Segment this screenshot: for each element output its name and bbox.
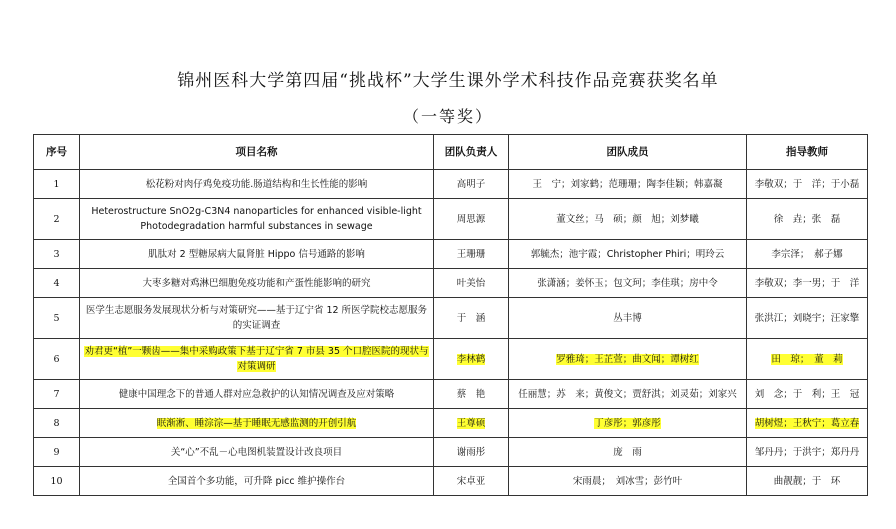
cell-members: [509, 380, 747, 409]
table-row: [34, 409, 868, 438]
cell-project-text: 关“心”不乱－心电图机装置设计改良项目: [170, 446, 343, 458]
cell-project-text: 大枣多糖对鸡淋巴细胞免疫功能和产蛋性能影响的研究: [142, 277, 371, 289]
table-row: [34, 269, 868, 298]
award-table: [33, 134, 868, 496]
cell-leader-text: 叶美怡: [456, 277, 486, 289]
cell-members-text: 任丽慧；苏 来；黄俊文；贾舒淇；刘灵茹；刘家兴: [518, 388, 737, 400]
cell-advisors-text: 李敬双；于 洋；于小磊: [754, 178, 860, 190]
cell-seq: [34, 339, 80, 380]
cell-seq: [34, 298, 80, 339]
cell-advisors-text: 胡树煜；王秋宁；葛立春: [754, 417, 860, 429]
cell-members: [509, 409, 747, 438]
cell-project-text: 医学生志愿服务发展现状分析与对策研究——基于辽宁省 12 所医学院校志愿服务的实证调查: [85, 305, 428, 331]
cell-leader-text: 周思源: [456, 213, 486, 225]
cell-leader-text: 王珊珊: [456, 248, 486, 260]
cell-leader: [434, 199, 509, 240]
cell-members: [509, 240, 747, 269]
cell-members-text: 宋雨晨； 刘冰雪；彭竹叶: [572, 475, 683, 487]
cell-advisors-text: 田 琼； 董 莉: [771, 353, 843, 365]
cell-members-text: 丁彦彤；郭彦彤: [594, 417, 661, 429]
cell-leader-text: 高明子: [456, 178, 486, 190]
cell-seq-text: 1: [53, 178, 60, 190]
cell-leader-text: 蔡 艳: [456, 388, 486, 400]
award-level: （一等奖）: [402, 107, 493, 126]
cell-advisors-text: 曲靓靓；于 环: [773, 475, 841, 487]
cell-members: [509, 199, 747, 240]
page-title: 锦州医科大学第四届“挑战杯”大学生课外学术科技作品竞赛获奖名单: [177, 71, 719, 91]
cell-leader: [434, 170, 509, 199]
cell-members-text: 王 宁；刘家鹤；范珊珊；陶李佳颖；韩嘉凝: [532, 178, 723, 190]
cell-seq: [34, 170, 80, 199]
header-leader: 团队负责人: [434, 135, 509, 170]
cell-advisors: [747, 199, 868, 240]
cell-seq-text: 7: [53, 388, 60, 400]
cell-seq-text: 8: [53, 417, 60, 429]
cell-project-text: 肌肽对 2 型糖尿病大鼠肾脏 Hippo 信号通路的影响: [148, 248, 365, 260]
cell-leader: [434, 467, 509, 496]
cell-advisors-text: 邹丹丹；于洪宇；郑丹丹: [754, 446, 860, 458]
cell-project: [80, 199, 434, 240]
cell-leader-text: 于 涵: [456, 312, 486, 324]
cell-seq-text: 10: [50, 475, 63, 487]
cell-project: [80, 298, 434, 339]
cell-members-text: 郭毓杰；池宇霞；Christopher Phiri；明玲云: [530, 248, 725, 260]
cell-members: [509, 269, 747, 298]
cell-members: [509, 467, 747, 496]
cell-seq: [34, 467, 80, 496]
cell-project-text: Heterostructure SnO2g-C3N4 nanoparticles for enhanced visible-light Photodegradation harmful substances in sewage: [91, 206, 422, 232]
cell-members: [509, 339, 747, 380]
cell-advisors: [747, 170, 868, 199]
cell-members: [509, 298, 747, 339]
cell-seq-text: 5: [53, 312, 60, 324]
cell-leader: [434, 269, 509, 298]
cell-members-text: 罗雅琦；王芷萱；曲文闻；谭树红: [556, 353, 699, 365]
cell-project: [80, 170, 434, 199]
table-row: [34, 380, 868, 409]
cell-members: [509, 170, 747, 199]
cell-project: [80, 409, 434, 438]
cell-advisors: [747, 438, 868, 467]
cell-seq: [34, 269, 80, 298]
cell-members-text: 庞 雨: [613, 446, 642, 458]
cell-project: [80, 438, 434, 467]
cell-leader: [434, 380, 509, 409]
cell-leader-text: 谢雨彤: [456, 446, 486, 458]
table-header-row: [34, 135, 868, 170]
table-row: [34, 298, 868, 339]
table-row: [34, 438, 868, 467]
cell-leader: [434, 240, 509, 269]
cell-members-text: 张潇涵；姜怀玉；包文珂；李佳琪；房中令: [537, 277, 718, 289]
cell-seq: [34, 240, 80, 269]
cell-advisors: [747, 240, 868, 269]
cell-project-text: 健康中国理念下的普通人群对应急救护的认知情况调查及应对策略: [118, 388, 395, 400]
cell-seq: [34, 438, 80, 467]
cell-seq: [34, 409, 80, 438]
cell-advisors-text: 徐 垚；张 磊: [773, 213, 841, 225]
cell-seq-text: 3: [53, 248, 60, 260]
cell-advisors-text: 刘 念；于 利；王 冠: [754, 388, 860, 400]
cell-project-text: 松花粉对肉仔鸡免疫功能.肠道结构和生长性能的影响: [145, 178, 368, 190]
cell-seq-text: 9: [53, 446, 60, 458]
cell-leader-text: 王尊硕: [456, 417, 486, 429]
cell-seq-text: 6: [53, 353, 60, 365]
table-row: [34, 240, 868, 269]
cell-project-text: 劝君更“植”一颗齿——集中采购政策下基于辽宁省 7 市县 35 个口腔医院的现状与对策调研: [84, 346, 429, 372]
header-project: 项目名称: [80, 135, 434, 170]
cell-project: [80, 339, 434, 380]
cell-members: [509, 438, 747, 467]
cell-leader: [434, 298, 509, 339]
cell-members-text: 丛丰博: [613, 312, 642, 324]
cell-leader: [434, 438, 509, 467]
cell-advisors-text: 李敬双；李一男；于 洋: [754, 277, 860, 289]
cell-project: [80, 380, 434, 409]
cell-project: [80, 467, 434, 496]
cell-advisors: [747, 380, 868, 409]
cell-advisors-text: 李宗泽； 郝子娜: [771, 248, 843, 260]
cell-advisors: [747, 269, 868, 298]
cell-seq: [34, 199, 80, 240]
header-advisors: 指导教师: [747, 135, 868, 170]
cell-members-text: 董文丝；马 硕；颜 旭；刘梦曦: [556, 213, 699, 225]
cell-leader: [434, 409, 509, 438]
cell-project: [80, 240, 434, 269]
cell-seq-text: 2: [53, 213, 60, 225]
header-members: 团队成员: [509, 135, 747, 170]
cell-project-text: 全国首个多功能，可升降 picc 维护操作台: [167, 475, 346, 487]
cell-advisors: [747, 409, 868, 438]
cell-advisors: [747, 298, 868, 339]
cell-seq: [34, 380, 80, 409]
cell-leader-text: 宋卓亚: [456, 475, 486, 487]
cell-seq-text: 4: [53, 277, 60, 289]
table-row: [34, 170, 868, 199]
cell-advisors: [747, 339, 868, 380]
cell-advisors: [747, 467, 868, 496]
cell-advisors-text: 张洪江；刘晓宇；汪家擎: [754, 312, 860, 324]
cell-project-text: 眠渐淅、睡淙淙—基于睡眠无感监测的开创引航: [156, 417, 357, 429]
header-seq: 序号: [34, 135, 80, 170]
cell-leader: [434, 339, 509, 380]
cell-leader-text: 李林鹤: [456, 353, 486, 365]
table-row: [34, 339, 868, 380]
table-row: [34, 199, 868, 240]
table-row: [34, 467, 868, 496]
cell-project: [80, 269, 434, 298]
